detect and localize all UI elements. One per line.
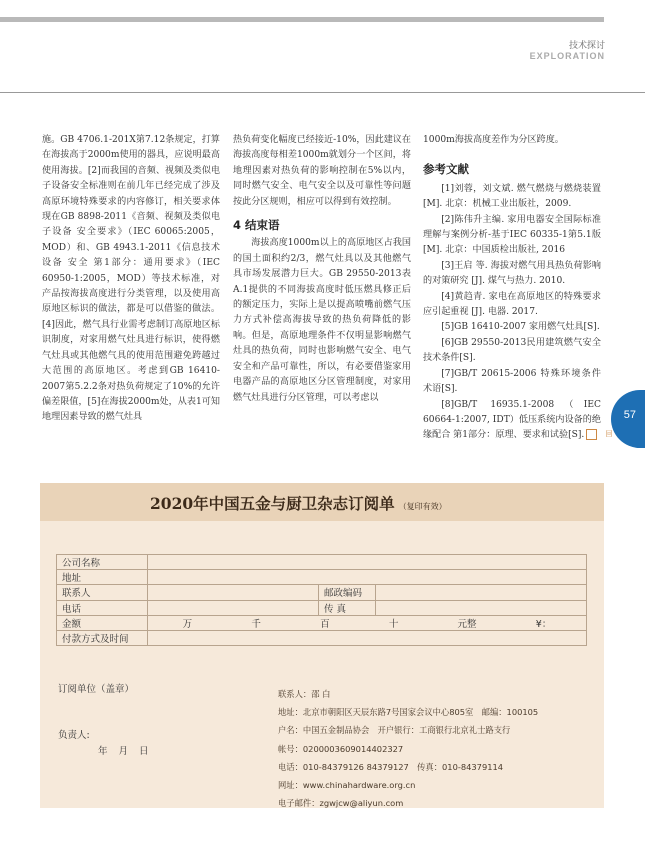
reference-text: [8]GB/T 16935.1-2008（IEC 60664-1:2007, IDT）低压系统内设备的绝缘配合 第1部分：原理、要求和试验[S]. <box>423 399 601 441</box>
reference-item: [7]GB/T 20615-2006 特殊环境条件术语[S]. <box>423 368 601 395</box>
form-row <box>57 585 587 600</box>
date-label: 年 月 日 <box>98 746 149 757</box>
amount-field[interactable] <box>148 615 587 630</box>
contact-line: 帐号：0200003609014402327 <box>278 743 404 754</box>
form-row <box>57 615 587 630</box>
reference-item: [3]王启 等. 海拔对燃气用具热负荷影响的对策研究 [J]. 煤气与热力. 2010. <box>423 260 601 287</box>
body-paragraph: 热负荷变化幅度已经接近-10%，因此建议在海拔高度每相差1000m就划分一个区间，将地理因素对热负荷的影响控制在5%以内，同时燃气安全、电气安全以及可靠性等问题按此分区规则，相应可以得到有效控制。 <box>233 135 411 207</box>
phone-field[interactable] <box>148 600 319 615</box>
text-column-1 <box>42 133 220 426</box>
subscription-form <box>40 483 604 808</box>
postcode-label: 邮政编码 <box>319 585 376 600</box>
amount-unit: 千 <box>251 618 261 630</box>
company-label: 公司名称 <box>57 555 148 570</box>
contact-line: 网址：www.chinahardware.org.cn <box>278 780 416 791</box>
phone-label: 电话 <box>57 600 148 615</box>
amount-label: 金额 <box>57 615 148 630</box>
reference-item: [1]刘蓉，刘文斌. 燃气燃烧与燃烧装置 [M]. 北京：机械工业出版社，2009. <box>423 183 601 210</box>
contact-line: 户名：中国五金制品协会 开户银行：工商银行北京礼士路支行 <box>278 725 511 736</box>
reference-item: [5]GB 16410-2007 家用燃气灶具[S]. <box>441 322 600 333</box>
contact-line: 联系人：邵 白 <box>278 689 331 699</box>
address-field[interactable] <box>148 570 587 585</box>
references-heading: 参考文献 <box>423 162 469 177</box>
form-row <box>57 570 587 585</box>
text-column-2 <box>233 133 411 406</box>
form-title <box>150 492 447 514</box>
subscriber-unit-label: 订阅单位（盖章） <box>58 684 135 695</box>
company-field[interactable] <box>148 555 587 570</box>
form-row <box>57 555 587 570</box>
reference-item <box>423 398 613 444</box>
amount-unit: 百 <box>320 618 330 630</box>
end-mark-icon: 回 <box>586 429 597 440</box>
body-paragraph: 海拔高度1000m以上的高原地区占我国的国土面积约2/3，燃气灶具以及其他燃气具市场发展潜力巨大。GB 29550-2013表A.1提供的不同海拔高度时低压燃具修正后的额定压力，实际上是以提高喷嘴前燃气压力方式补偿高海拔导致的热负荷降低的影响。但是，高原地理条件不仅明显影响燃气灶具的热负荷，同时也影响燃气安全、电气安全和产品可靠性，所以，有必要借鉴家用电器产品的高原地区分区管理制度，对家用燃气灶具进行分区管理，可以考虑以 <box>233 238 411 403</box>
reference-item: [6]GB 29550-2013民用建筑燃气安全技术条件[S]. <box>423 337 601 364</box>
body-paragraph: 施。GB 4706.1-201X第7.12条规定，打算在海拔高于2000m使用的器具，应说明最高使用海拔。[2]而我国的音频、视频及类似电子设备安全标准则在前几年已经完成了涉及高原环境特殊要求的内容修订，相关要求体现在GB 8898-2011《音频、视频及类似电子设备 安全要求》（IEC 60065:2005，MOD）和、GB 4943.1-2011《信息技术设备 安全 第1部分：通用要求》（IEC 60950-1:2005，MOD）等技术标准，对产品按海拔高度进行分类管理，以及使用高原地区标识的做法，都是可以借鉴的做法。[4]因此，燃气具行业需考虑制订高原地区标识制度，对家用燃气灶具进行标识，使得燃气灶具或其他燃气具的使用范围避免跨越过大范围的高原地区。考虑到GB 16410-2007第5.2.2条对热负荷规定了10%的允许偏差限值，[5]在海拔2000m处，从表1可知地理因素导致的燃气灶具 <box>42 135 220 423</box>
reference-item: [2]陈伟升主编. 家用电器安全国际标准理解与案例分析-基于IEC 60335-1第5.1版[M]. 北京：中国质检出版社, 2016 <box>423 214 601 256</box>
form-title-note: （复印有效） <box>398 502 447 511</box>
contact-info <box>278 685 538 812</box>
payment-field[interactable] <box>148 630 587 645</box>
form-row <box>57 630 587 645</box>
amount-units <box>153 616 581 630</box>
contact-line: 电话：010-84379126 84379127 传真：010-84379114 <box>278 761 504 772</box>
section-label-cn: 技术探讨 <box>568 41 605 51</box>
form-title-text: 2020年中国五金与厨卫杂志订阅单 <box>150 494 395 513</box>
reference-item: [4]黄趋青. 家电在高原地区的特殊要求应引起重视 [J]. 电器. 2017. <box>423 291 601 318</box>
header-divider <box>0 92 645 93</box>
body-paragraph: 1000m海拔高度差作为分区跨度。 <box>423 135 564 145</box>
form-grid <box>56 554 587 646</box>
top-rule-bar <box>0 17 604 22</box>
contact-line: 电子邮件：zgwjcw@aliyun.com <box>278 798 404 809</box>
section-label-en: EXPLORATION <box>529 51 605 61</box>
contact-line: 地址：北京市朝阳区天辰东路7号国家会议中心805室 邮编：100105 <box>278 707 539 718</box>
amount-unit: 十 <box>388 618 399 630</box>
page-number: 57 <box>623 409 636 421</box>
payment-label: 付款方式及时间 <box>57 630 148 645</box>
amount-unit: ¥： <box>535 618 552 630</box>
section-heading-conclusion: 4 结束语 <box>233 218 280 233</box>
text-column-3 <box>423 133 613 444</box>
address-label: 地址 <box>57 570 148 585</box>
contact-person-field[interactable] <box>148 585 319 600</box>
person-in-charge-label: 负责人: <box>58 730 90 741</box>
contact-person-label: 联系人 <box>57 585 148 600</box>
amount-unit: 元整 <box>457 618 477 630</box>
amount-unit: 万 <box>182 618 193 630</box>
postcode-field[interactable] <box>376 585 587 600</box>
fax-label: 传 真 <box>319 600 376 615</box>
fax-field[interactable] <box>376 600 587 615</box>
form-row <box>57 600 587 615</box>
